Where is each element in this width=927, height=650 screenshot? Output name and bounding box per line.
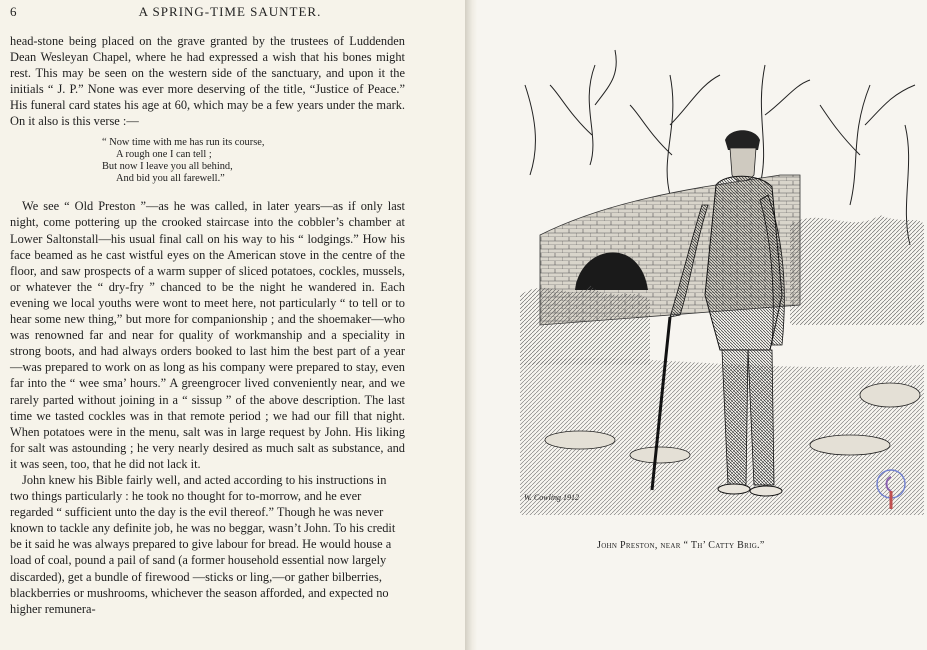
caption-text: John Preston, near “ Th’ Catty Brig.”: [597, 540, 765, 551]
illustration-signature: W. Cowling 1912: [524, 493, 580, 502]
funeral-card-verse: [102, 137, 405, 186]
verse-line-4: And bid you all farewell.”: [116, 173, 225, 185]
verse-line-2: A rough one I can tell ;: [116, 148, 212, 160]
illustration-john-preston: [520, 45, 924, 515]
paragraph-3: John knew his Bible fairly well, and acted according to his instructions in two things particularly : he took no thought for to-morrow, and he ever regarded “ sufficient unto the day is the evil thereof.” Though he was never known to tackle any definite job, he was no beggar, wasn’t John. To his credit be it said he was always prepared to give labour for bread. He would house a load of coal, pound a pail of sand (a former household essential now largely discarded), get a bundle of firewood —sticks or ling,—or gather bilberries, blackberries or mushrooms, whichever the season afforded, and expected no higher remunera-: [10, 472, 396, 616]
paragraph-1: head-stone being placed on the grave granted by the trustees of Luddenden Dean Wesleyan Chapel, where he had expressed a wish that his bones might rest. This may be seen on the western side of the sanctuary, and upon it the initials “ J. P.” None was ever more deserving of the title, “Justice of Peace.” His funeral card states his age at 60, which may be a few years under the mark. On it also is this verse :—: [10, 34, 405, 129]
verse-line-1: “ Now time with me has run its course,: [102, 136, 265, 148]
paragraph-2: We see “ Old Preston ”—as he was called, in later years—as if only last night, come pottering up the crooked staircase into the cobbler’s chamber at Lower Saltonstall—his usual final call on his way to his “ lodgings.” How his face beamed as he cast wistful eyes on the American stove in the centre of the floor, and saw prospects of a warm supper of sliced potatoes, cockles, mussels, or whatever the “ dry-fry ” chanced to be the night he wandered in. Each evening we local youths were wont to meet here, not particularly “ to tell or to hear some new thing,” but more for companionship ; and the shoemaker—who was renowned far and near for quality of workmanship and a speciality in strong boots, and had always orders booked to last him the best part of a year—was prepared to work on as long as his company were prepared to stay, even far into the “ wee sma’ hours.” A greengrocer lived conveniently near, and we rarely parted without joining in a “ sissup ” of the above description. The last time we tasted cockles was in that remote period ; we had our fill that night. When potatoes were in the menu, salt was in large request by John. His liking for salt was astounding ; he very nearly desired as much salt as substance, and it was seen, too, that he did not lack it.: [10, 199, 405, 471]
book-gutter: [465, 0, 477, 650]
illustration-caption: [597, 540, 765, 551]
body-text: [10, 33, 405, 617]
running-head: [10, 4, 450, 22]
library-stamp-icon: [874, 467, 908, 513]
page-heading: A SPRING-TIME SAUNTER.: [138, 4, 322, 19]
right-page: [477, 0, 927, 650]
page-number: 6: [10, 4, 17, 19]
shrubs-left: [520, 285, 650, 365]
shrubs-right: [790, 215, 924, 325]
verse-line-3: But now I leave you all behind,: [102, 160, 233, 172]
